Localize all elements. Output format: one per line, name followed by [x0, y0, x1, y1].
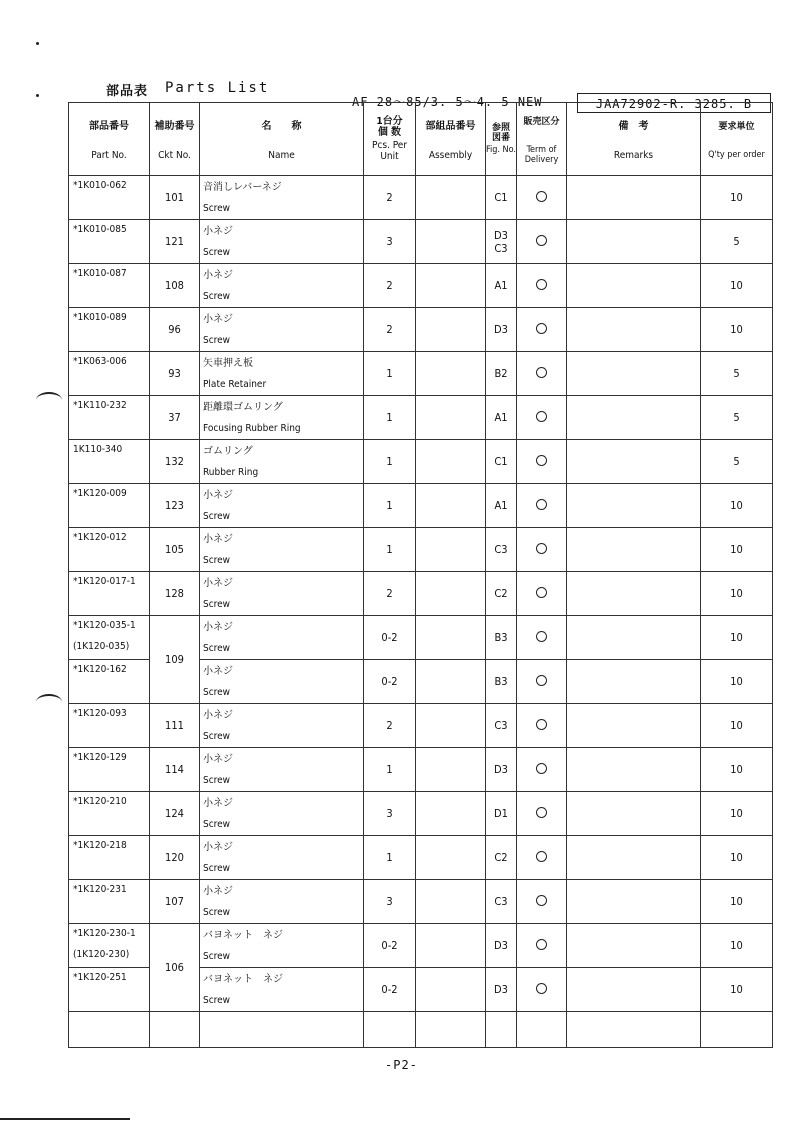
part-number-cell: [69, 220, 150, 264]
part-number: *1K120-231: [73, 884, 127, 895]
ckt-number: 101: [150, 176, 200, 220]
table-row: [69, 352, 773, 396]
part-number-cell: [69, 660, 150, 704]
part-number-cell: [69, 572, 150, 616]
ckt-number: 111: [150, 704, 200, 748]
part-number: *1K010-087: [73, 268, 127, 279]
blank-cell: [517, 1012, 567, 1048]
part-number: *1K010-062: [73, 180, 127, 191]
ckt-number: 120: [150, 836, 200, 880]
fig-number: C2: [486, 572, 517, 616]
remarks-cell: [567, 528, 701, 572]
remarks-cell: [567, 396, 701, 440]
part-number: *1K120-129: [73, 752, 127, 763]
circle-mark-icon: [536, 191, 547, 202]
part-name-jp: 小ネジ: [203, 841, 233, 853]
part-name-jp: ゴムリング: [203, 445, 253, 457]
remarks-cell: [567, 176, 701, 220]
table-row: [69, 528, 773, 572]
qty-per-order: 10: [701, 836, 773, 880]
part-name-jp: 小ネジ: [203, 225, 233, 237]
ckt-number: 107: [150, 880, 200, 924]
pcs-per-unit: 3: [364, 880, 416, 924]
fig-number: B2: [486, 352, 517, 396]
fig-number: A1: [486, 484, 517, 528]
delivery-mark: [517, 484, 567, 528]
part-name-jp: 矢車押え板: [203, 357, 253, 369]
fig-number: C1: [486, 176, 517, 220]
part-name-jp: バヨネット ネジ: [203, 973, 283, 985]
qty-per-order: 5: [701, 352, 773, 396]
table-row: [69, 792, 773, 836]
part-number: *1K120-035-1: [73, 620, 136, 631]
pcs-per-unit: 0-2: [364, 660, 416, 704]
pcs-per-unit: 1: [364, 748, 416, 792]
part-number-cell: [69, 792, 150, 836]
part-name-cell: [200, 616, 364, 660]
delivery-mark: [517, 660, 567, 704]
assembly-cell: [416, 616, 486, 660]
col-qty: 1台分 個 数 Pcs. Per Unit: [364, 103, 416, 176]
table-row: [69, 616, 773, 660]
part-number-cell: [69, 748, 150, 792]
remarks-cell: [567, 352, 701, 396]
fig-number: C2: [486, 836, 517, 880]
circle-mark-icon: [536, 763, 547, 774]
delivery-mark: [517, 220, 567, 264]
assembly-cell: [416, 704, 486, 748]
delivery-mark: [517, 836, 567, 880]
circle-mark-icon: [536, 719, 547, 730]
part-number-cell: [69, 836, 150, 880]
circle-mark-icon: [536, 851, 547, 862]
pcs-per-unit: 3: [364, 792, 416, 836]
part-name-en: Screw: [203, 246, 231, 258]
part-name-en: Screw: [203, 950, 231, 962]
part-number: *1K120-093: [73, 708, 127, 719]
part-name-en: Screw: [203, 730, 231, 742]
part-number-cell: [69, 968, 150, 1012]
pcs-per-unit: 1: [364, 836, 416, 880]
assembly-cell: [416, 836, 486, 880]
col-ckt-no: 補助番号 Ckt No.: [150, 103, 200, 176]
assembly-cell: [416, 396, 486, 440]
part-name-jp: 音消しレバーネジ: [203, 181, 282, 193]
pcs-per-unit: 0-2: [364, 968, 416, 1012]
col-delivery: 販売区分 Term of Delivery: [517, 103, 567, 176]
pcs-per-unit: 2: [364, 264, 416, 308]
part-number-cell: [69, 264, 150, 308]
qty-per-order: 10: [701, 528, 773, 572]
delivery-mark: [517, 792, 567, 836]
ckt-number: 96: [150, 308, 200, 352]
part-name-en: Screw: [203, 510, 231, 522]
assembly-cell: [416, 352, 486, 396]
margin-dot: [36, 42, 39, 45]
part-name-en: Screw: [203, 994, 231, 1006]
pcs-per-unit: 1: [364, 484, 416, 528]
part-name-cell: [200, 308, 364, 352]
qty-per-order: 10: [701, 572, 773, 616]
remarks-cell: [567, 220, 701, 264]
remarks-cell: [567, 264, 701, 308]
circle-mark-icon: [536, 279, 547, 290]
circle-mark-icon: [536, 235, 547, 246]
remarks-cell: [567, 924, 701, 968]
fig-number: C3: [486, 528, 517, 572]
part-name-cell: [200, 660, 364, 704]
part-number-cell: [69, 484, 150, 528]
part-number-cell: [69, 880, 150, 924]
qty-per-order: 10: [701, 924, 773, 968]
assembly-cell: [416, 176, 486, 220]
blank-cell: [701, 1012, 773, 1048]
ckt-number: 124: [150, 792, 200, 836]
table-row: [69, 396, 773, 440]
part-name-cell: [200, 968, 364, 1012]
assembly-cell: [416, 264, 486, 308]
punch-hole-mark: [36, 694, 62, 710]
part-number: *1K120-012: [73, 532, 127, 543]
table-row: [69, 836, 773, 880]
part-name-cell: [200, 396, 364, 440]
part-name-jp: 小ネジ: [203, 797, 233, 809]
assembly-cell: [416, 572, 486, 616]
part-name-en: Screw: [203, 862, 231, 874]
circle-mark-icon: [536, 631, 547, 642]
circle-mark-icon: [536, 455, 547, 466]
part-name-cell: [200, 572, 364, 616]
delivery-mark: [517, 748, 567, 792]
ckt-number: 132: [150, 440, 200, 484]
part-name-cell: [200, 528, 364, 572]
part-number-cell: [69, 528, 150, 572]
remarks-cell: [567, 880, 701, 924]
title-english: Parts List: [165, 80, 270, 96]
qty-per-order: 10: [701, 792, 773, 836]
part-name-en: Screw: [203, 774, 231, 786]
pcs-per-unit: 2: [364, 572, 416, 616]
table-row: [69, 748, 773, 792]
part-number: *1K120-251: [73, 972, 127, 983]
title-japanese: 部品表: [106, 84, 149, 99]
blank-cell: [69, 1012, 150, 1048]
margin-dot: [36, 94, 39, 97]
qty-per-order: 10: [701, 484, 773, 528]
part-name-jp: 小ネジ: [203, 885, 233, 897]
table-row: [69, 572, 773, 616]
assembly-cell: [416, 660, 486, 704]
col-fig: 参照 図番 Fig. No.: [486, 103, 517, 176]
part-number-old: (1K120-230): [73, 949, 130, 960]
delivery-mark: [517, 352, 567, 396]
circle-mark-icon: [536, 807, 547, 818]
fig-number: D3: [486, 308, 517, 352]
pcs-per-unit: 1: [364, 396, 416, 440]
part-number-cell: [69, 616, 150, 660]
part-name-jp: バヨネット ネジ: [203, 929, 283, 941]
pcs-per-unit: 0-2: [364, 924, 416, 968]
pcs-per-unit: 2: [364, 308, 416, 352]
remarks-cell: [567, 748, 701, 792]
fig-number: C1: [486, 440, 517, 484]
blank-cell: [416, 1012, 486, 1048]
delivery-mark: [517, 264, 567, 308]
assembly-cell: [416, 924, 486, 968]
circle-mark-icon: [536, 983, 547, 994]
ckt-number: 93: [150, 352, 200, 396]
part-name-en: Screw: [203, 598, 231, 610]
table-row: [69, 176, 773, 220]
bottom-rule: [0, 1118, 130, 1120]
part-number: *1K120-218: [73, 840, 127, 851]
blank-cell: [486, 1012, 517, 1048]
remarks-cell: [567, 704, 701, 748]
ckt-number: 106: [150, 924, 200, 1012]
col-assembly: 部組品番号 Assembly: [416, 103, 486, 176]
part-name-cell: [200, 924, 364, 968]
assembly-cell: [416, 968, 486, 1012]
blank-cell: [150, 1012, 200, 1048]
circle-mark-icon: [536, 323, 547, 334]
pcs-per-unit: 2: [364, 704, 416, 748]
ckt-number: 123: [150, 484, 200, 528]
circle-mark-icon: [536, 895, 547, 906]
table-row: [69, 484, 773, 528]
circle-mark-icon: [536, 587, 547, 598]
ckt-number: 37: [150, 396, 200, 440]
part-name-jp: 小ネジ: [203, 665, 233, 677]
ckt-number: 128: [150, 572, 200, 616]
qty-per-order: 10: [701, 968, 773, 1012]
circle-mark-icon: [536, 499, 547, 510]
remarks-cell: [567, 836, 701, 880]
delivery-mark: [517, 396, 567, 440]
part-number-cell: [69, 704, 150, 748]
delivery-mark: [517, 176, 567, 220]
remarks-cell: [567, 440, 701, 484]
pcs-per-unit: 3: [364, 220, 416, 264]
circle-mark-icon: [536, 543, 547, 554]
part-name-jp: 小ネジ: [203, 533, 233, 545]
col-name: 名 称 Name: [200, 103, 364, 176]
assembly-cell: [416, 308, 486, 352]
table-header: [69, 103, 773, 176]
assembly-cell: [416, 792, 486, 836]
qty-per-order: 10: [701, 748, 773, 792]
pcs-per-unit: 1: [364, 528, 416, 572]
circle-mark-icon: [536, 939, 547, 950]
qty-per-order: 5: [701, 220, 773, 264]
part-number: *1K010-089: [73, 312, 127, 323]
delivery-mark: [517, 528, 567, 572]
part-name-jp: 小ネジ: [203, 269, 233, 281]
assembly-cell: [416, 880, 486, 924]
blank-cell: [567, 1012, 701, 1048]
delivery-mark: [517, 968, 567, 1012]
part-number: *1K010-085: [73, 224, 127, 235]
ckt-number: 108: [150, 264, 200, 308]
part-name-en: Screw: [203, 686, 231, 698]
fig-number: D3: [486, 924, 517, 968]
part-name-cell: [200, 880, 364, 924]
qty-per-order: 10: [701, 264, 773, 308]
ckt-number: 105: [150, 528, 200, 572]
col-remarks: 備 考 Remarks: [567, 103, 701, 176]
assembly-cell: [416, 484, 486, 528]
table-row: [69, 440, 773, 484]
part-name-cell: [200, 748, 364, 792]
part-name-en: Screw: [203, 818, 231, 830]
part-name-en: Screw: [203, 202, 231, 214]
circle-mark-icon: [536, 411, 547, 422]
part-name-en: Screw: [203, 334, 231, 346]
ckt-number: 114: [150, 748, 200, 792]
delivery-mark: [517, 880, 567, 924]
part-number-cell: [69, 176, 150, 220]
col-part-no: 部品番号 Part No.: [69, 103, 150, 176]
punch-hole-mark: [36, 392, 62, 408]
part-name-jp: 小ネジ: [203, 753, 233, 765]
part-name-en: Screw: [203, 906, 231, 918]
part-name-cell: [200, 484, 364, 528]
part-name-jp: 距離環ゴムリング: [203, 401, 283, 413]
ckt-number: 109: [150, 616, 200, 704]
fig-number: B3: [486, 660, 517, 704]
part-name-en: Screw: [203, 642, 231, 654]
part-number-old: (1K120-035): [73, 641, 130, 652]
delivery-mark: [517, 924, 567, 968]
delivery-mark: [517, 572, 567, 616]
circle-mark-icon: [536, 367, 547, 378]
part-name-cell: [200, 220, 364, 264]
blank-cell: [200, 1012, 364, 1048]
part-number: *1K120-162: [73, 664, 127, 675]
ckt-number: 121: [150, 220, 200, 264]
part-name-jp: 小ネジ: [203, 577, 233, 589]
blank-cell: [364, 1012, 416, 1048]
table-row: [69, 704, 773, 748]
delivery-mark: [517, 616, 567, 660]
assembly-cell: [416, 220, 486, 264]
qty-per-order: 10: [701, 308, 773, 352]
part-name-cell: [200, 352, 364, 396]
qty-per-order: 10: [701, 660, 773, 704]
part-name-en: Screw: [203, 290, 231, 302]
part-number: 1K110-340: [73, 444, 123, 455]
delivery-mark: [517, 704, 567, 748]
table-row: [69, 220, 773, 264]
qty-per-order: 5: [701, 396, 773, 440]
circle-mark-icon: [536, 675, 547, 686]
part-name-cell: [200, 440, 364, 484]
pcs-per-unit: 1: [364, 440, 416, 484]
part-name-jp: 小ネジ: [203, 313, 233, 325]
fig-number: B3: [486, 616, 517, 660]
qty-per-order: 10: [701, 704, 773, 748]
part-name-cell: [200, 792, 364, 836]
part-number-cell: [69, 308, 150, 352]
part-name-en: Rubber Ring: [203, 466, 259, 478]
part-name-en: Focusing Rubber Ring: [203, 422, 301, 434]
part-name-jp: 小ネジ: [203, 489, 233, 501]
delivery-mark: [517, 440, 567, 484]
table-row: [69, 880, 773, 924]
qty-per-order: 10: [701, 616, 773, 660]
part-name-en: Screw: [203, 554, 231, 566]
remarks-cell: [567, 660, 701, 704]
remarks-cell: [567, 484, 701, 528]
part-name-jp: 小ネジ: [203, 621, 233, 633]
part-name-jp: 小ネジ: [203, 709, 233, 721]
part-name-cell: [200, 176, 364, 220]
part-number: *1K120-230-1: [73, 928, 136, 939]
pcs-per-unit: 2: [364, 176, 416, 220]
part-name-cell: [200, 704, 364, 748]
part-number: *1K120-210: [73, 796, 127, 807]
table-row: [69, 308, 773, 352]
remarks-cell: [567, 572, 701, 616]
part-name-cell: [200, 264, 364, 308]
fig-number: A1: [486, 396, 517, 440]
document-number: JAA72902-R. 3285. B: [577, 93, 771, 113]
remarks-cell: [567, 968, 701, 1012]
page-number: -P2-: [385, 1058, 418, 1072]
part-name-cell: [200, 836, 364, 880]
part-number: *1K120-017-1: [73, 576, 136, 587]
fig-number: C3: [486, 704, 517, 748]
model-name: AF 28～85/3. 5～4. 5 NEW: [352, 95, 543, 109]
fig-number: A1: [486, 264, 517, 308]
remarks-cell: [567, 308, 701, 352]
fig-number: D3 C3: [486, 220, 517, 264]
qty-per-order: 5: [701, 440, 773, 484]
part-number-cell: [69, 352, 150, 396]
part-number-cell: [69, 924, 150, 968]
fig-number: D3: [486, 968, 517, 1012]
fig-number: C3: [486, 880, 517, 924]
table-row: [69, 924, 773, 968]
remarks-cell: [567, 792, 701, 836]
pcs-per-unit: 0-2: [364, 616, 416, 660]
fig-number: D3: [486, 748, 517, 792]
part-number-cell: [69, 440, 150, 484]
part-number: *1K110-232: [73, 400, 127, 411]
part-number: *1K120-009: [73, 488, 127, 499]
part-number: *1K063-006: [73, 356, 127, 367]
col-qty-order: 要求単位 Q'ty per order: [701, 103, 773, 176]
assembly-cell: [416, 748, 486, 792]
qty-per-order: 10: [701, 880, 773, 924]
table-row: [69, 264, 773, 308]
assembly-cell: [416, 440, 486, 484]
assembly-cell: [416, 528, 486, 572]
parts-table: [68, 102, 773, 1048]
part-number-cell: [69, 396, 150, 440]
blank-row: [69, 1012, 773, 1048]
remarks-cell: [567, 616, 701, 660]
fig-number: D1: [486, 792, 517, 836]
part-name-en: Plate Retainer: [203, 378, 267, 390]
delivery-mark: [517, 308, 567, 352]
qty-per-order: 10: [701, 176, 773, 220]
pcs-per-unit: 1: [364, 352, 416, 396]
